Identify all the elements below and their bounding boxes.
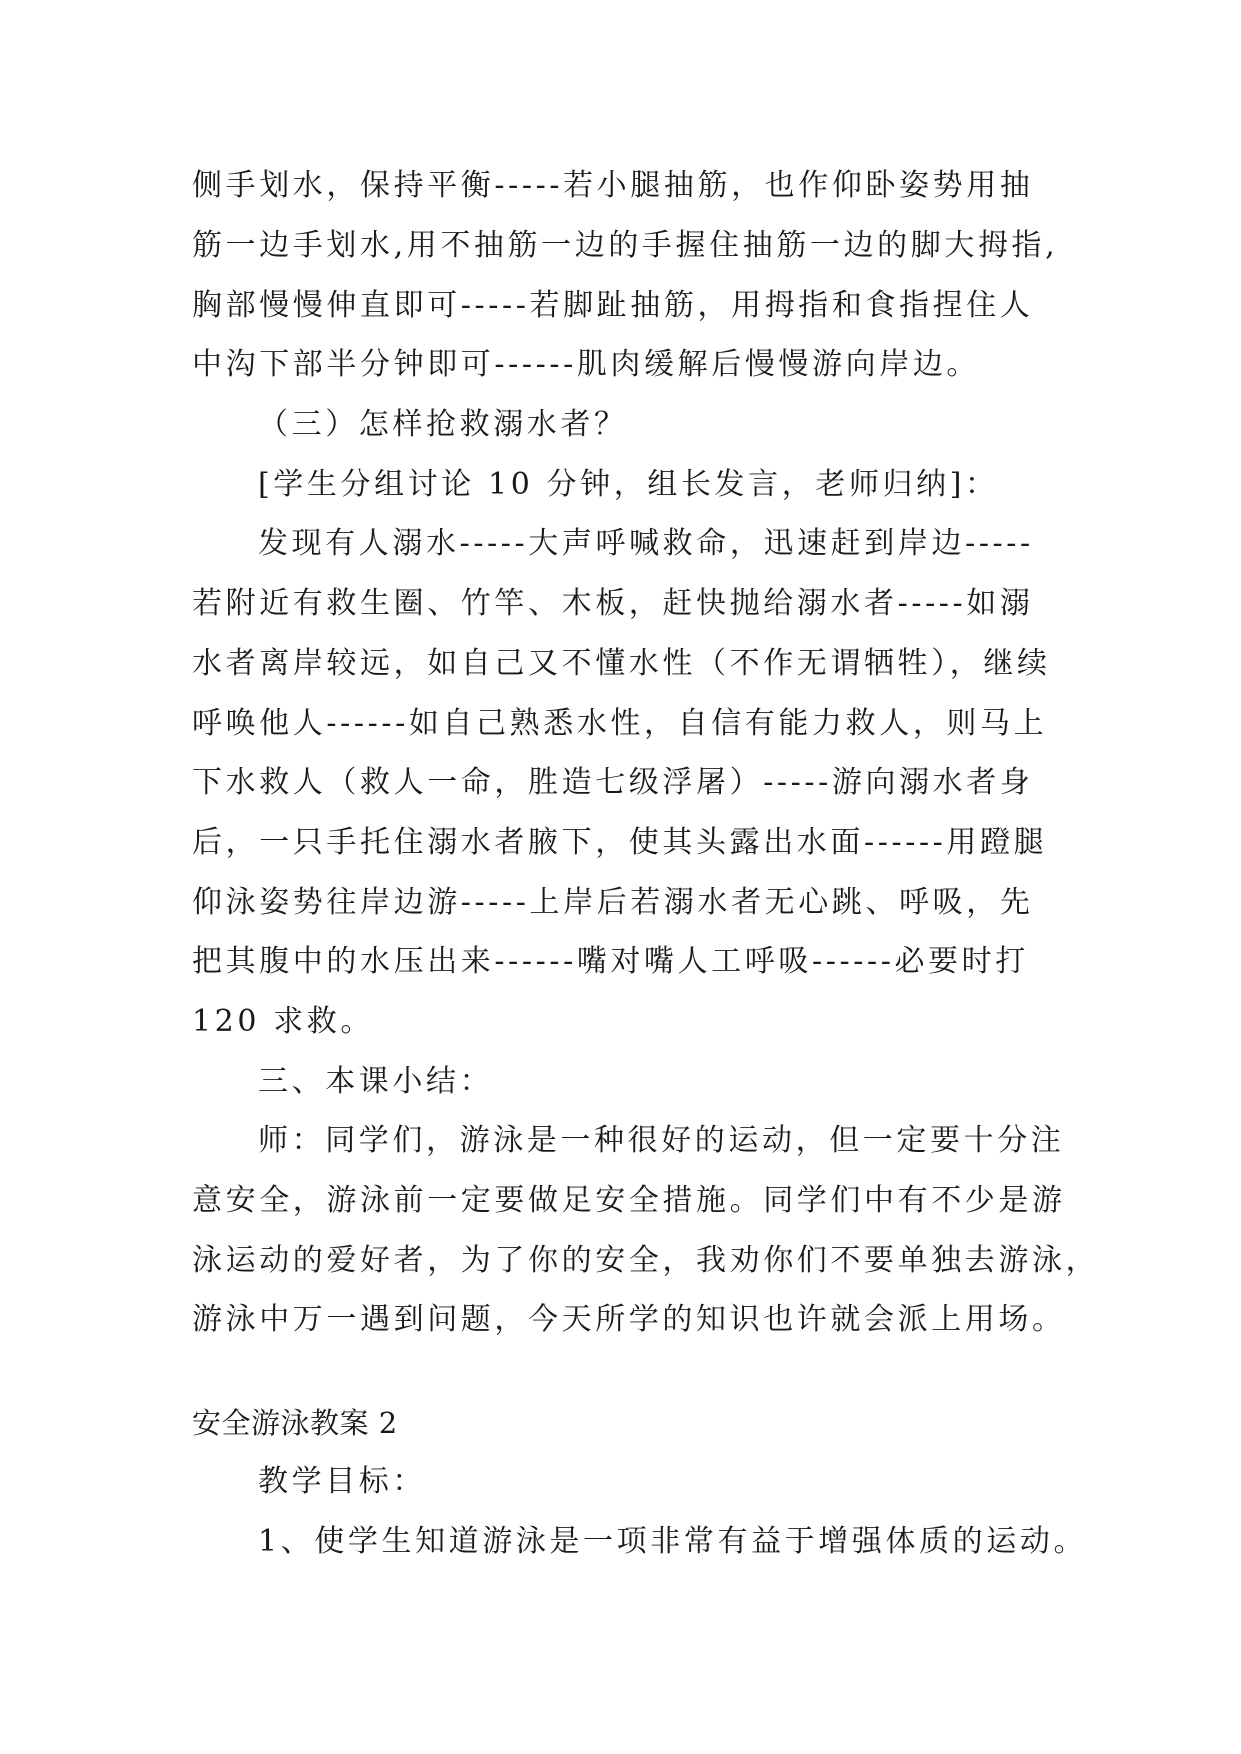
body-text-line: 泳运动的爱好者，为了你的安全，我劝你们不要单独去游泳， <box>192 1243 1100 1278</box>
body-text-line: 1、使学生知道游泳是一项非常有益于增强体质的运动。 <box>258 1524 1088 1559</box>
body-text-line: 仰泳姿势往岸边游-----上岸后若溺水者无心跳、呼吸，先 <box>192 885 1034 920</box>
section-heading: （三）怎样抢救溺水者？ <box>258 407 628 442</box>
body-text-line: 师：同学们，游泳是一种很好的运动，但一定要十分注 <box>258 1123 1065 1158</box>
body-text-line: 发现有人溺水-----大声呼喊救命，迅速赶到岸边----- <box>258 526 1034 561</box>
body-text-line: 下水救人（救人一命，胜造七级浮屠）-----游向溺水者身 <box>192 765 1034 800</box>
section-heading: 三、本课小结： <box>258 1064 494 1099</box>
body-text-line: 意安全，游泳前一定要做足安全措施。同学们中有不少是游 <box>192 1183 1066 1218</box>
document-title: 安全游泳教案 2 <box>192 1406 398 1440</box>
body-text-line: [学生分组讨论 10 分钟，组长发言，老师归纳]： <box>258 467 999 502</box>
section-heading: 教学目标： <box>258 1464 426 1499</box>
body-text-line: 游泳中万一遇到问题，今天所学的知识也许就会派上用场。 <box>192 1302 1066 1337</box>
body-text-line: 后，一只手托住溺水者腋下，使其头露出水面------用蹬腿 <box>192 825 1048 860</box>
body-text-line: 120 求救。 <box>192 1004 374 1039</box>
body-text-line: 把其腹中的水压出来------嘴对嘴人工呼吸------必要时打 <box>192 944 1029 979</box>
body-text-line: 中沟下部半分钟即可------肌肉缓解后慢慢游向岸边。 <box>192 347 981 382</box>
body-text-line: 水者离岸较远，如自己又不懂水性（不作无谓牺牲），继续 <box>192 646 1051 681</box>
body-text-line: 呼唤他人------如自己熟悉水性，自信有能力救人，则马上 <box>192 706 1048 741</box>
body-text-line: 侧手划水，保持平衡-----若小腿抽筋，也作仰卧姿势用抽 <box>192 168 1034 203</box>
body-text-line: 筋一边手划水,用不抽筋一边的手握住抽筋一边的脚大拇指, <box>192 228 1059 263</box>
body-text-line: 若附近有救生圈、竹竿、木板，赶快抛给溺水者-----如溺 <box>192 586 1034 621</box>
body-text-line: 胸部慢慢伸直即可-----若脚趾抽筋，用拇指和食指捏住人 <box>192 288 1034 323</box>
